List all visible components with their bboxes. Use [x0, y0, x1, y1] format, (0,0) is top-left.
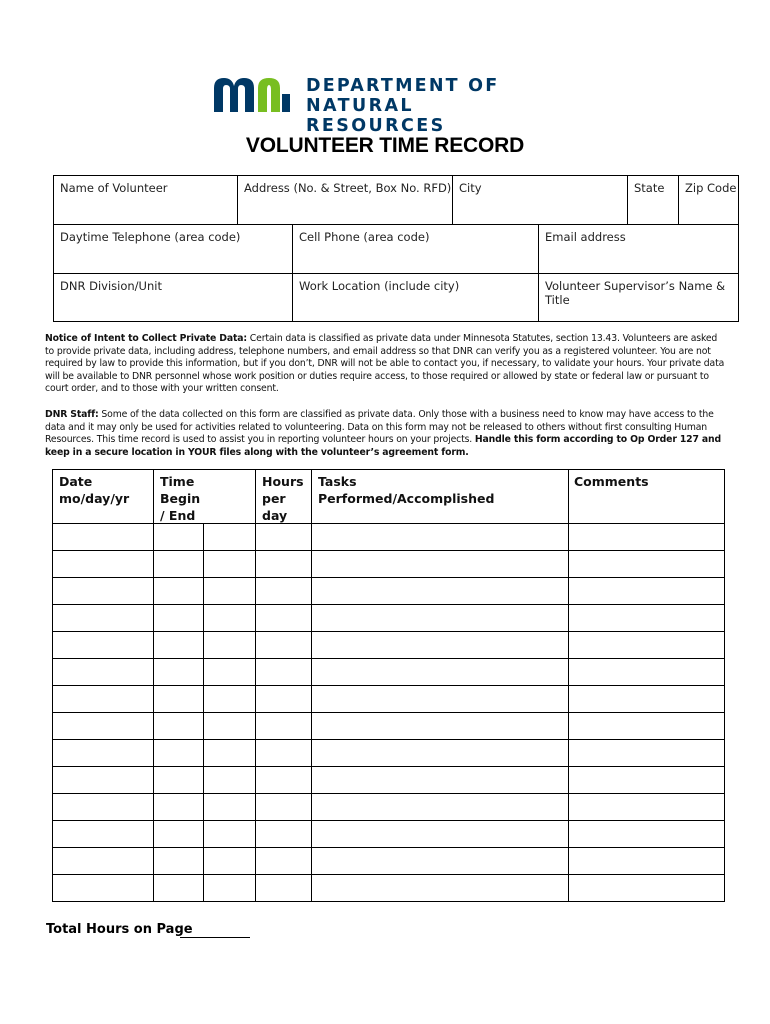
table-right-border	[724, 469, 725, 902]
tasks-header: Tasks Performed/Accomplished	[318, 474, 495, 506]
privacy-notice-label: Notice of Intent to Collect Private Data:	[45, 333, 247, 344]
zip-field[interactable]	[679, 176, 739, 225]
table-left-border	[52, 469, 53, 902]
time-header-line1: Time	[160, 474, 195, 489]
comments-header: Comments	[574, 474, 649, 489]
privacy-notice	[45, 333, 727, 396]
supervisor-field[interactable]	[539, 274, 739, 322]
cell-phone-field[interactable]	[293, 225, 539, 274]
daytime-phone-field[interactable]	[54, 225, 293, 274]
supervisor-label: Volunteer Supervisor’s Name & Title	[545, 279, 726, 307]
date-header-line1: Date	[59, 474, 93, 489]
column-divider-hours	[311, 469, 312, 902]
date-header	[59, 473, 129, 507]
hours-header-line2: per	[262, 491, 286, 506]
time-header	[160, 473, 200, 524]
column-divider-time-begin-end	[203, 523, 204, 902]
time-header-line2: Begin / End	[160, 491, 201, 523]
work-location-label: Work Location (include city)	[299, 279, 460, 293]
column-divider-date	[153, 469, 154, 902]
org-name-line1: DEPARTMENT OF	[306, 76, 500, 96]
address-field[interactable]	[238, 176, 453, 225]
org-name-line2: NATURAL RESOURCES	[306, 96, 446, 136]
name-label: Name of Volunteer	[60, 181, 168, 195]
daytime-phone-label: Daytime Telephone (area code)	[60, 230, 241, 244]
email-field[interactable]	[539, 225, 739, 274]
hours-header-line1: Hours	[262, 474, 304, 489]
staff-notice-bold: Handle this form according to Op Order 127 and keep in a secure location in YOUR files along with the volunteer’s agreement form.	[45, 434, 721, 458]
page-title: VOLUNTEER TIME RECORD	[245, 134, 525, 157]
state-label: State	[634, 181, 665, 195]
city-field[interactable]	[453, 176, 628, 225]
cell-phone-label: Cell Phone (area code)	[299, 230, 430, 244]
name-field[interactable]	[54, 176, 238, 225]
mn-logo-icon	[210, 72, 296, 116]
work-location-field[interactable]	[293, 274, 539, 322]
volunteer-info-grid	[53, 175, 739, 322]
column-divider-tasks	[568, 469, 569, 902]
zip-label: Zip Code	[685, 181, 737, 195]
hours-header	[262, 473, 304, 524]
division-field[interactable]	[54, 274, 293, 322]
city-label: City	[459, 181, 482, 195]
privacy-notice-text: Certain data is classified as private data under Minnesota Statutes, section 13.43. Volunteers are asked to provide private data, including address, telephone numbers, and email address so that DNR can verify you as a registered volunteer. You are not required by law to provide this information, but if you don’t, DNR will not be able to contact you, if necessary, to validate your hours. Your private data will be available to DNR personnel whose work position or duties require access, to those required or allowed by state or federal law or pursuant to court order, and to those with your written consent.	[45, 333, 725, 395]
total-hours-input[interactable]	[180, 937, 250, 938]
staff-notice	[45, 409, 727, 459]
column-divider-time	[255, 469, 256, 902]
address-label: Address (No. & Street, Box No. RFD)	[244, 181, 452, 195]
staff-notice-label: DNR Staff:	[45, 409, 99, 420]
date-header-line2: mo/day/yr	[59, 491, 130, 506]
email-label: Email address	[545, 230, 626, 244]
division-label: DNR Division/Unit	[60, 279, 162, 293]
total-hours-label: Total Hours on Page	[46, 922, 193, 937]
hours-header-line3: day	[262, 508, 288, 523]
state-field[interactable]	[628, 176, 679, 225]
dnr-logo	[210, 72, 550, 136]
staff-notice-text: Some of the data collected on this form are classified as private data. Only those with a business need to know may have access to the data and it may only be used for activities related to volunteering. Data on this form may not be released to others without first consulting Human Resources. This time record is used to assist you in reporting volunteer hours on your projects.	[45, 409, 714, 446]
